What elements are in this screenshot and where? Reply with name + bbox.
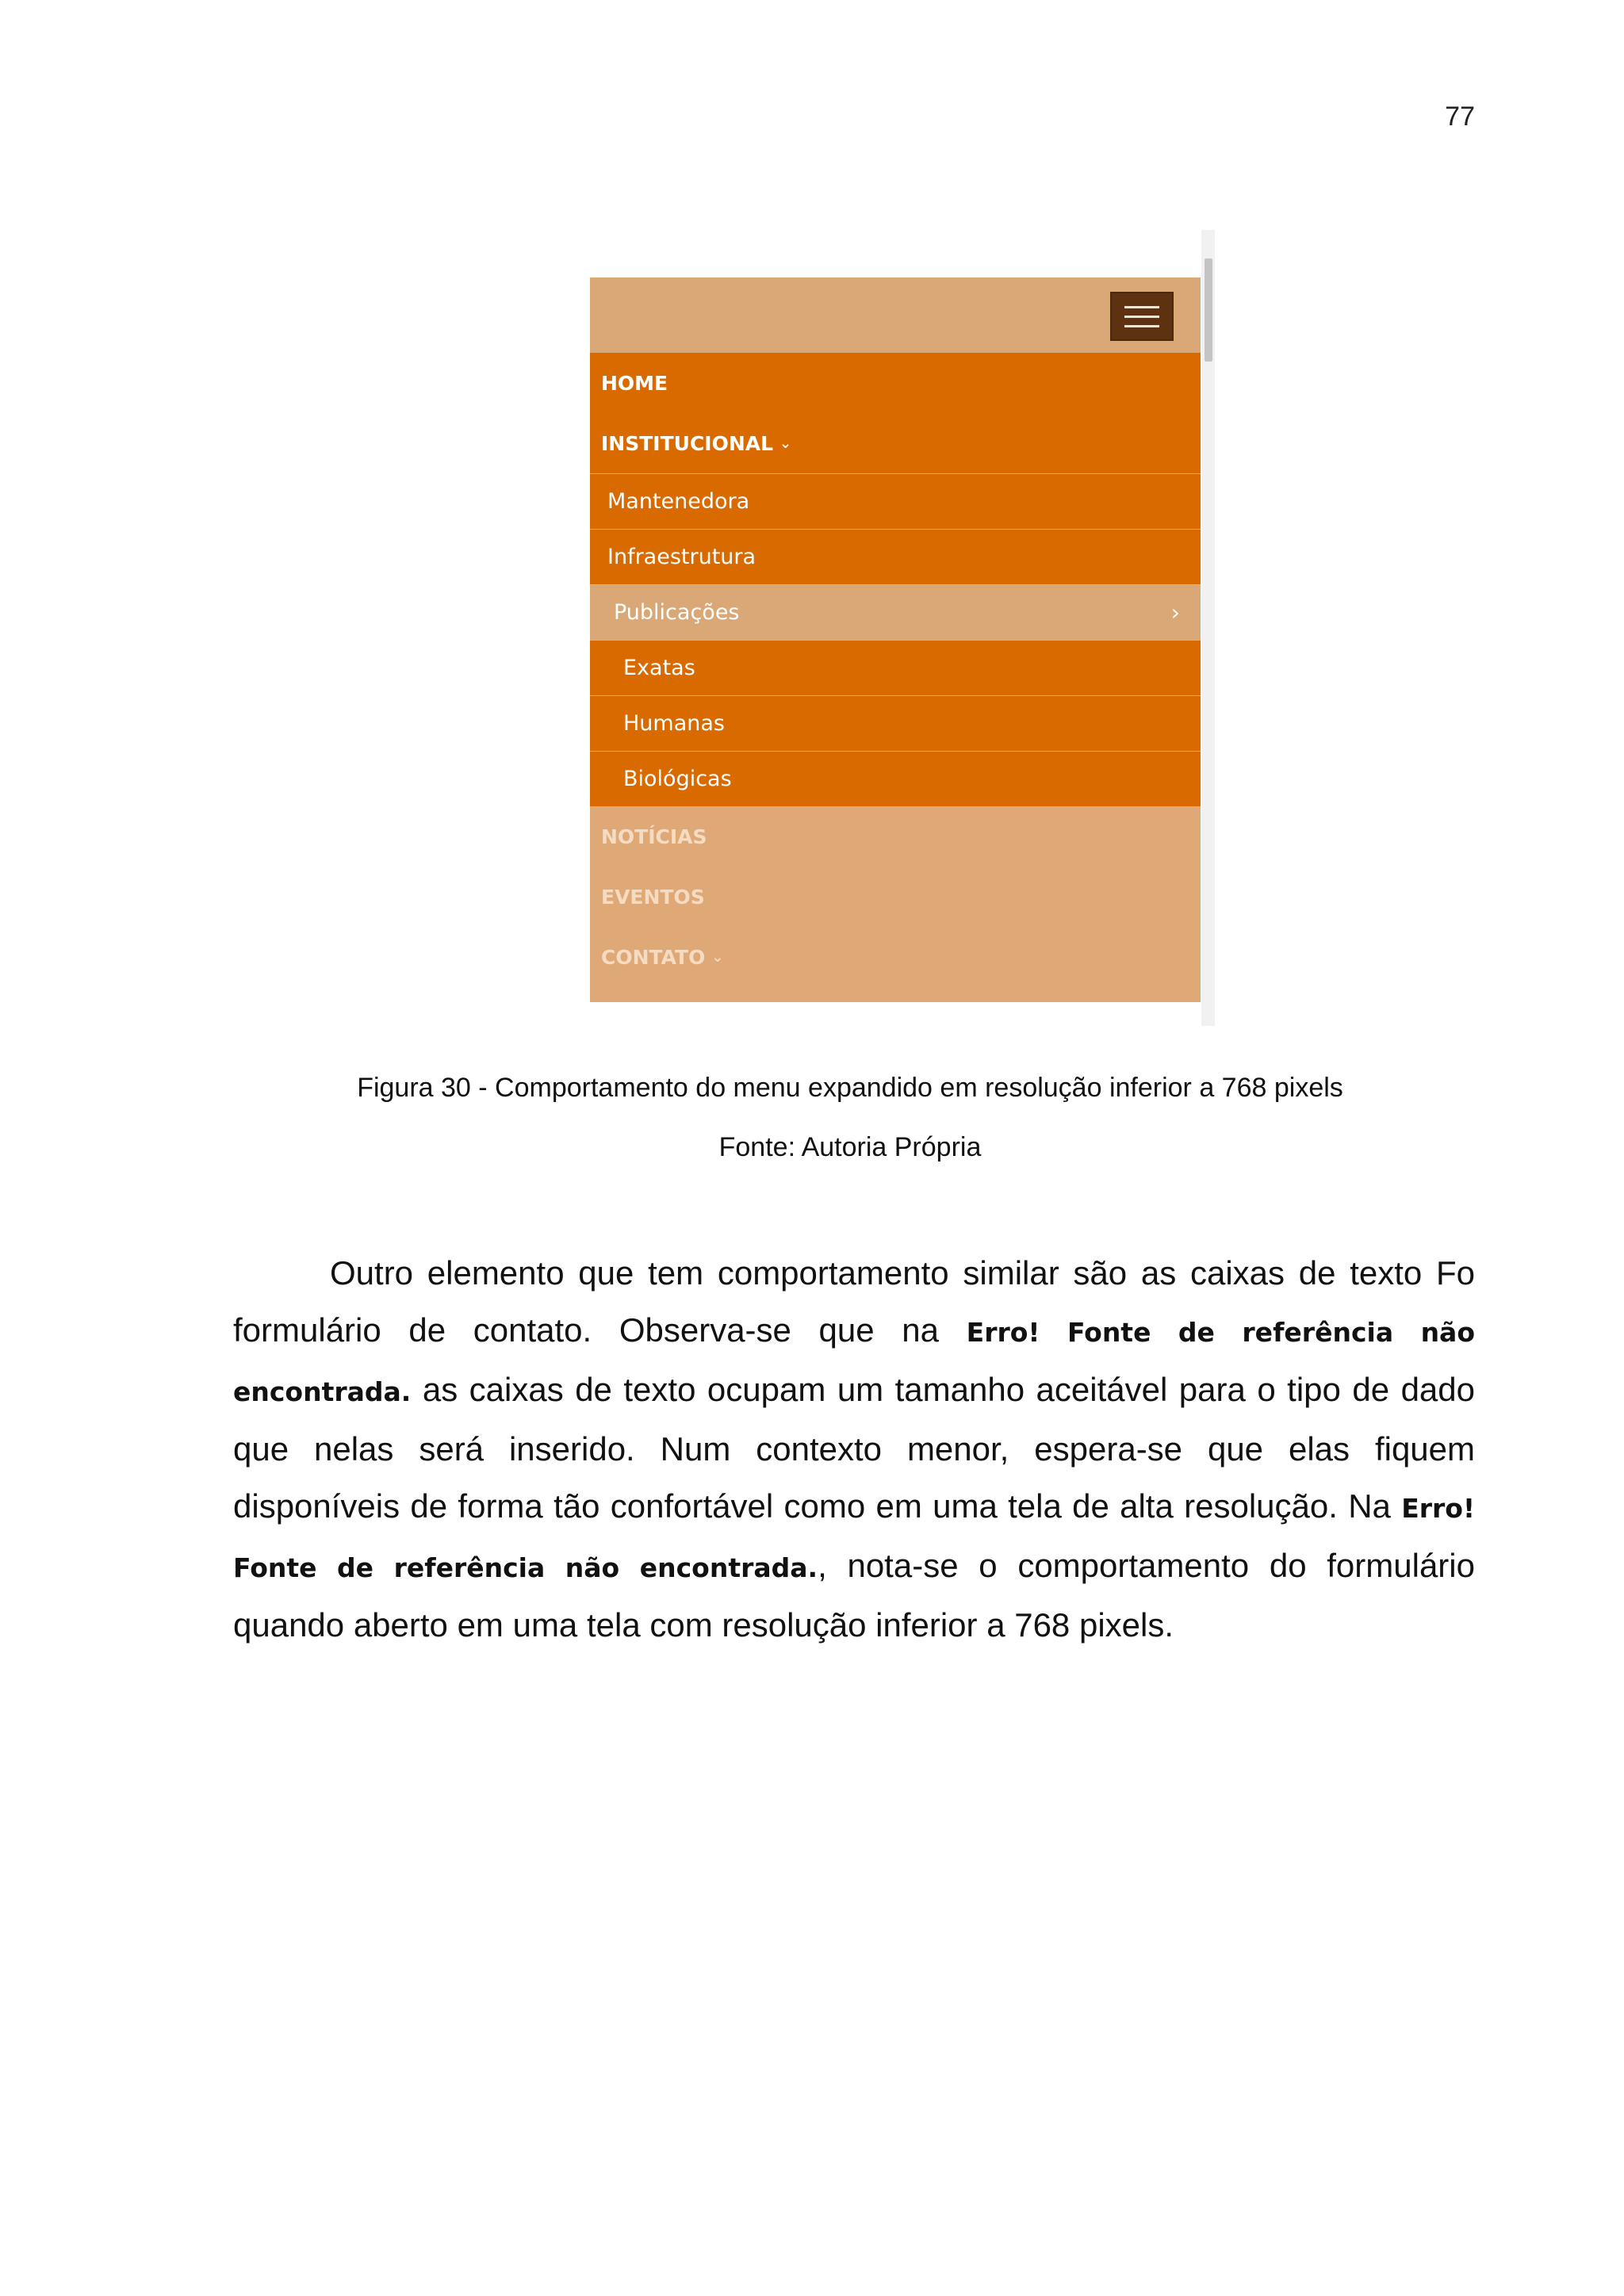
menu-item-label: CONTATO — [601, 945, 706, 969]
submenu-item-biologicas[interactable] — [590, 751, 1201, 806]
submenu-item-mantenedora[interactable] — [590, 473, 1201, 529]
scrollbar[interactable] — [1201, 230, 1215, 1026]
hamburger-line — [1124, 316, 1159, 318]
menu-item-label: HOME — [601, 371, 668, 395]
submenu-item-label: Infraestrutura — [607, 545, 756, 569]
body-paragraph — [233, 1245, 1475, 1654]
submenu-item-label: Mantenedora — [607, 489, 750, 514]
submenu-item-exatas[interactable] — [590, 640, 1201, 695]
chevron-right-icon: › — [1170, 599, 1180, 626]
menu-item-eventos[interactable] — [590, 867, 1201, 927]
submenu-item-label: Publicações — [614, 600, 740, 625]
menu-item-home[interactable] — [590, 353, 1201, 413]
page-number: 77 — [1445, 101, 1475, 132]
submenu-item-label: Exatas — [623, 656, 695, 680]
chevron-down-icon: ⌄ — [779, 434, 792, 452]
submenu-item-publicacoes[interactable] — [590, 584, 1201, 640]
menu-item-institucional[interactable] — [590, 413, 1201, 473]
hamburger-line — [1124, 325, 1159, 327]
scrollbar-thumb[interactable] — [1205, 258, 1212, 362]
menu-header — [590, 277, 1201, 353]
menu-item-label: NOTÍCIAS — [601, 825, 707, 848]
menu-item-label: INSTITUCIONAL — [601, 431, 774, 455]
menu-expanded-group — [590, 353, 1201, 806]
reference-error: Erro! Fonte de referência não encontrada. — [233, 1317, 1475, 1407]
submenu-item-humanas[interactable] — [590, 695, 1201, 751]
hamburger-line — [1124, 306, 1159, 308]
submenu-item-infraestrutura[interactable] — [590, 529, 1201, 584]
paragraph-text: Outro elemento que tem comportamento similar são as caixas de texto Fo formulário de contato. Observa-se que na — [233, 1254, 1475, 1349]
submenu-item-label: Humanas — [623, 711, 725, 736]
chevron-down-icon: ⌄ — [711, 948, 724, 966]
mobile-menu — [590, 277, 1201, 1002]
menu-item-noticias[interactable] — [590, 806, 1201, 867]
menu-item-label: EVENTOS — [601, 885, 705, 909]
submenu-item-label: Biológicas — [623, 767, 732, 791]
hamburger-icon[interactable] — [1110, 292, 1174, 341]
paragraph-text: as caixas de texto ocupam um tamanho aceitável para o tipo de dado que nelas será inserido. Num contexto menor, espera-se que elas fiquem disponíveis de forma tão confortável como em uma tela de alta resolução. Na — [233, 1371, 1475, 1525]
menu-item-contato[interactable] — [590, 927, 1201, 987]
menu-screenshot — [588, 230, 1215, 1026]
paragraph-text: , nota-se o comportamento do formulário quando aberto em uma tela com resolução inferior a 768 pixels. — [233, 1547, 1475, 1644]
figure-caption: Figura 30 - Comportamento do menu expandido em resolução inferior a 768 pixels — [357, 1073, 1343, 1103]
figure-source: Fonte: Autoria Própria — [718, 1132, 982, 1162]
reference-error: Erro! Fonte de referência não encontrada. — [233, 1493, 1475, 1583]
